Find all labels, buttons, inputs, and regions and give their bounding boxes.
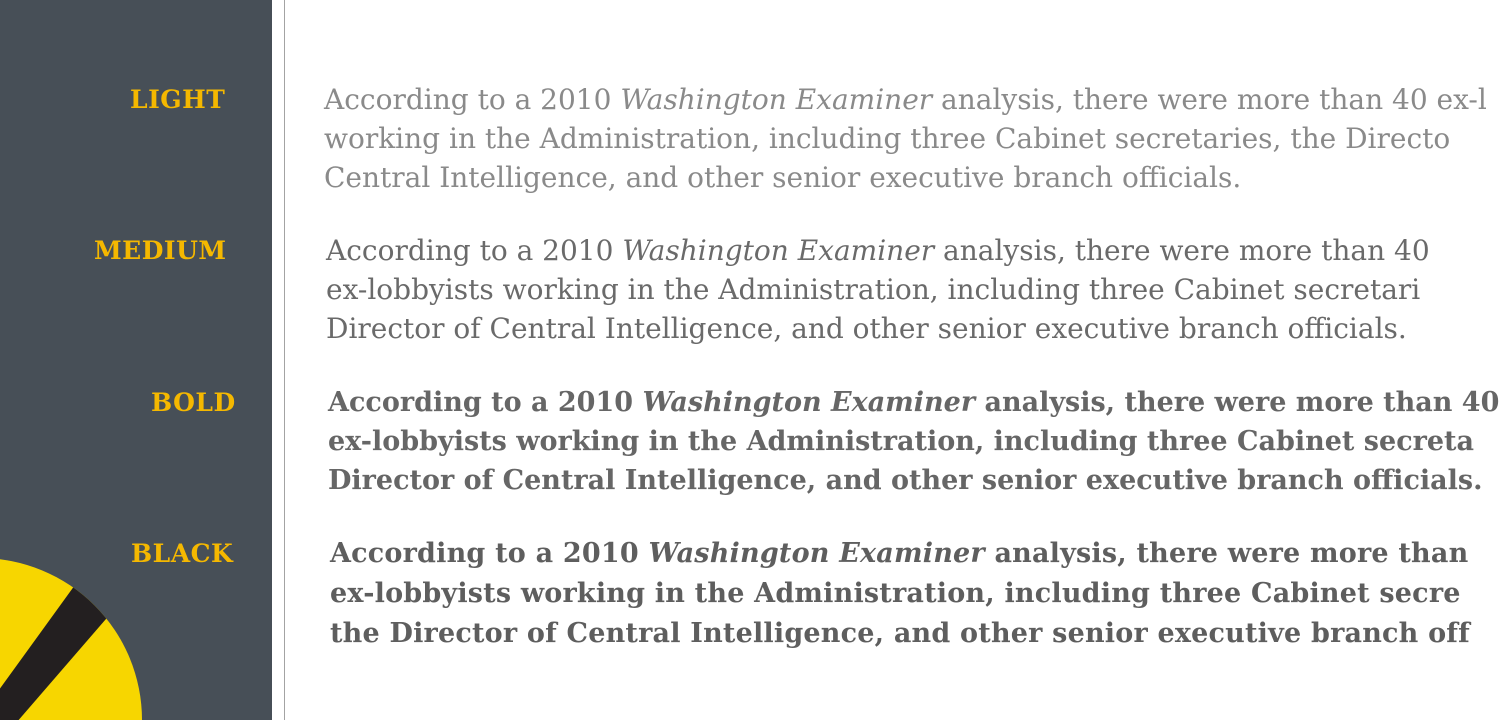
sample-line-2: ex-lobbyists working in the Administration, including three Cabinet secretari: [326, 273, 1421, 306]
sample-medium: [326, 231, 1430, 348]
sample-bold: [328, 383, 1499, 500]
sample-line-3: Director of Central Intelligence, and other senior executive branch officials.: [326, 312, 1407, 345]
sample-line-1: According to a 2010 Washington Examiner analysis, there were more than: [330, 538, 1469, 569]
sample-line-2: working in the Administration, including three Cabinet secretaries, the Directo: [324, 122, 1451, 155]
label-medium: MEDIUM: [94, 236, 227, 265]
sample-line-2: ex-lobbyists working in the Administration, including three Cabinet secreta: [328, 426, 1474, 457]
label-bold: BOLD: [151, 388, 236, 417]
label-light: LIGHT: [130, 85, 226, 114]
sample-light: [324, 80, 1487, 197]
label-black: BLACK: [131, 539, 234, 568]
sample-line-2: ex-lobbyists working in the Administration, including three Cabinet secre: [330, 578, 1461, 609]
sample-line-3: Director of Central Intelligence, and other senior executive branch officials.: [328, 465, 1483, 496]
sample-black: [330, 534, 1470, 654]
sample-line-1: According to a 2010 Washington Examiner analysis, there were more than 40 ex-l: [324, 83, 1487, 116]
sample-line-3: Central Intelligence, and other senior executive branch officials.: [324, 161, 1242, 194]
sample-line-3: the Director of Central Intelligence, and other senior executive branch off: [330, 618, 1470, 649]
sample-line-1: According to a 2010 Washington Examiner analysis, there were more than 40: [326, 234, 1430, 267]
sample-line-1: According to a 2010 Washington Examiner analysis, there were more than 40: [328, 387, 1499, 418]
vertical-divider: [284, 0, 285, 720]
